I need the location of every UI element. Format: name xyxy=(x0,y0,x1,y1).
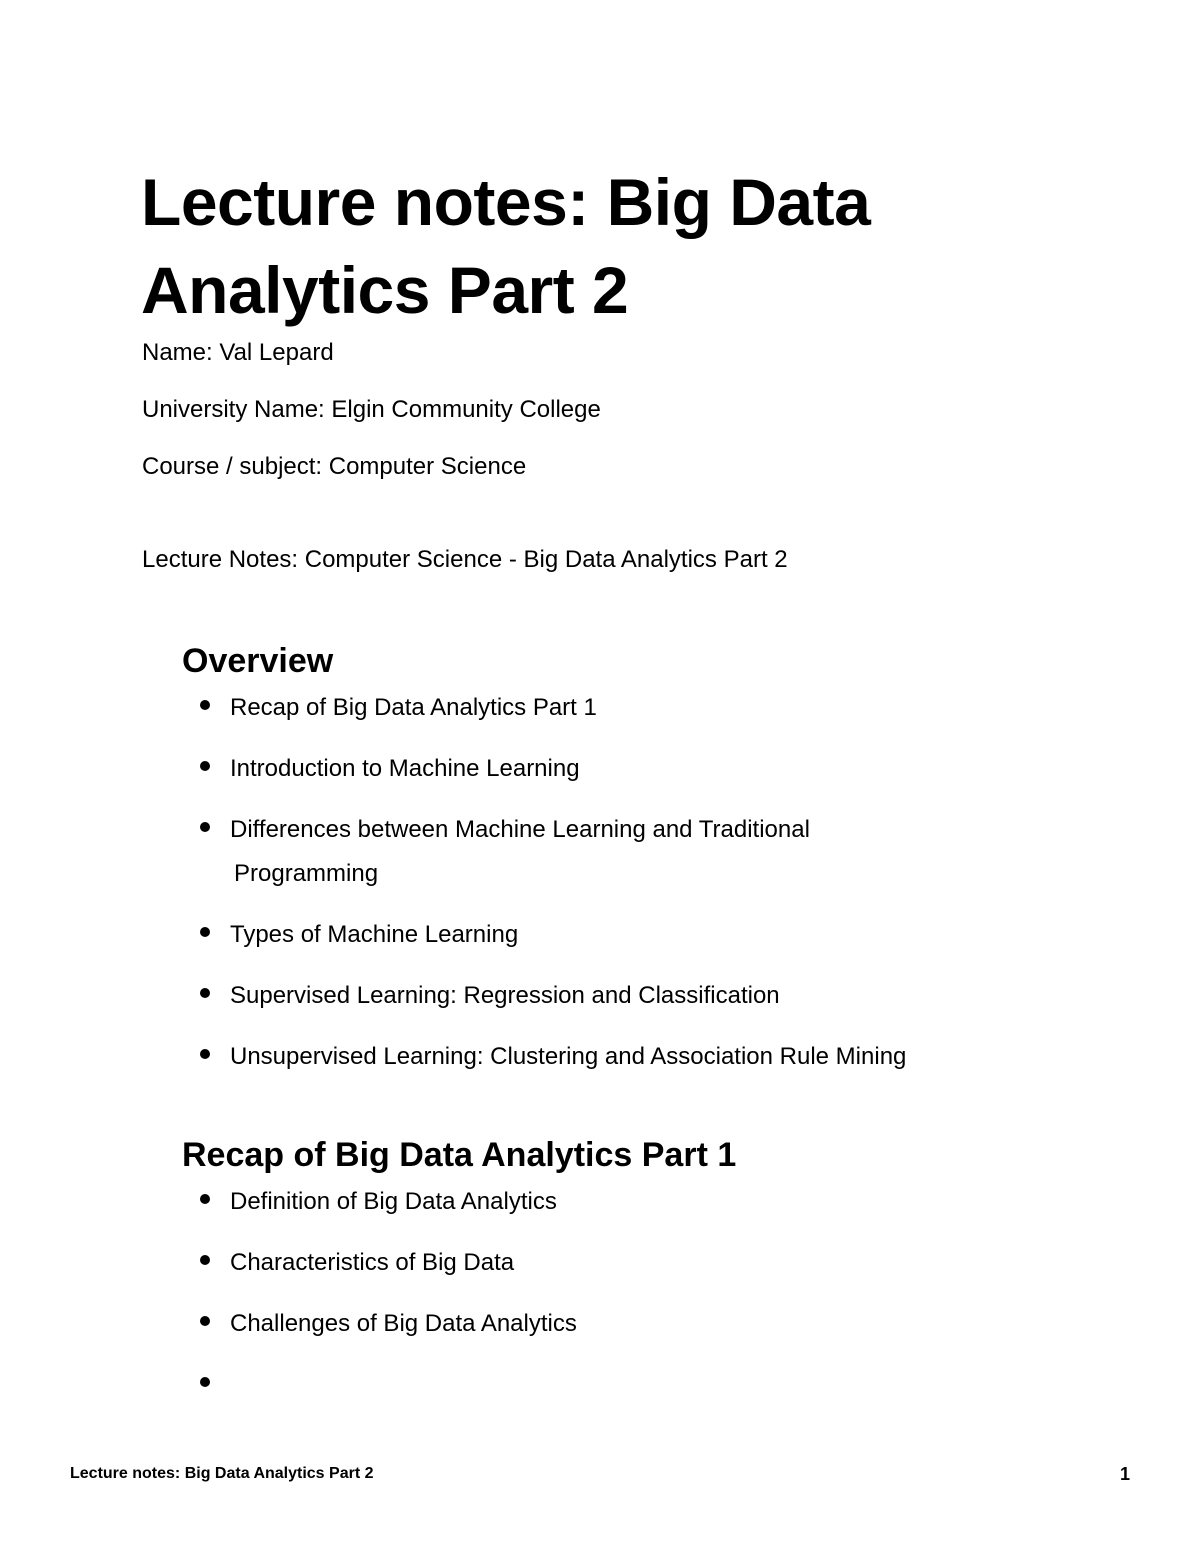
bullet-icon xyxy=(200,1377,210,1387)
bullet-icon xyxy=(200,822,210,832)
bullet-icon xyxy=(200,1255,210,1265)
list-item-continuation: Programming xyxy=(234,860,379,887)
list-item: Unsupervised Learning: Clustering and Association Rule Mining xyxy=(198,1042,990,1072)
list-item: Definition of Big Data Analytics xyxy=(198,1187,880,1217)
bullet-icon xyxy=(200,761,210,771)
footer-running-title: Lecture notes: Big Data Analytics Part 2 xyxy=(70,1465,374,1482)
bullet-icon xyxy=(200,1316,210,1326)
list-item: Types of Machine Learning xyxy=(198,920,990,950)
list-item-empty xyxy=(198,1370,880,1400)
list-item: Challenges of Big Data Analytics xyxy=(198,1309,880,1339)
bullet-icon xyxy=(200,1049,210,1059)
bullet-icon xyxy=(200,927,210,937)
bullet-icon xyxy=(200,988,210,998)
section-heading-overview: Overview xyxy=(182,642,334,680)
university-name: University Name: Elgin Community College xyxy=(142,396,601,423)
recap-list xyxy=(198,1187,880,1431)
page-number: 1 xyxy=(1119,1464,1130,1484)
list-item: Supervised Learning: Regression and Classification xyxy=(198,981,990,1011)
document-title: Lecture notes: Big Data Analytics Part 2 xyxy=(141,165,871,327)
lecture-subtitle: Lecture Notes: Computer Science - Big Data Analytics Part 2 xyxy=(142,546,788,573)
list-item: Differences between Machine Learning and Traditional Programming xyxy=(198,815,990,889)
section-heading-recap: Recap of Big Data Analytics Part 1 xyxy=(182,1136,737,1174)
overview-list xyxy=(198,693,990,1103)
bullet-icon xyxy=(200,700,210,710)
author-name: Name: Val Lepard xyxy=(142,339,334,366)
list-item: Recap of Big Data Analytics Part 1 xyxy=(198,693,990,723)
bullet-icon xyxy=(200,1194,210,1204)
list-item: Characteristics of Big Data xyxy=(198,1248,880,1278)
course-subject: Course / subject: Computer Science xyxy=(142,453,527,480)
list-item: Introduction to Machine Learning xyxy=(198,754,990,784)
